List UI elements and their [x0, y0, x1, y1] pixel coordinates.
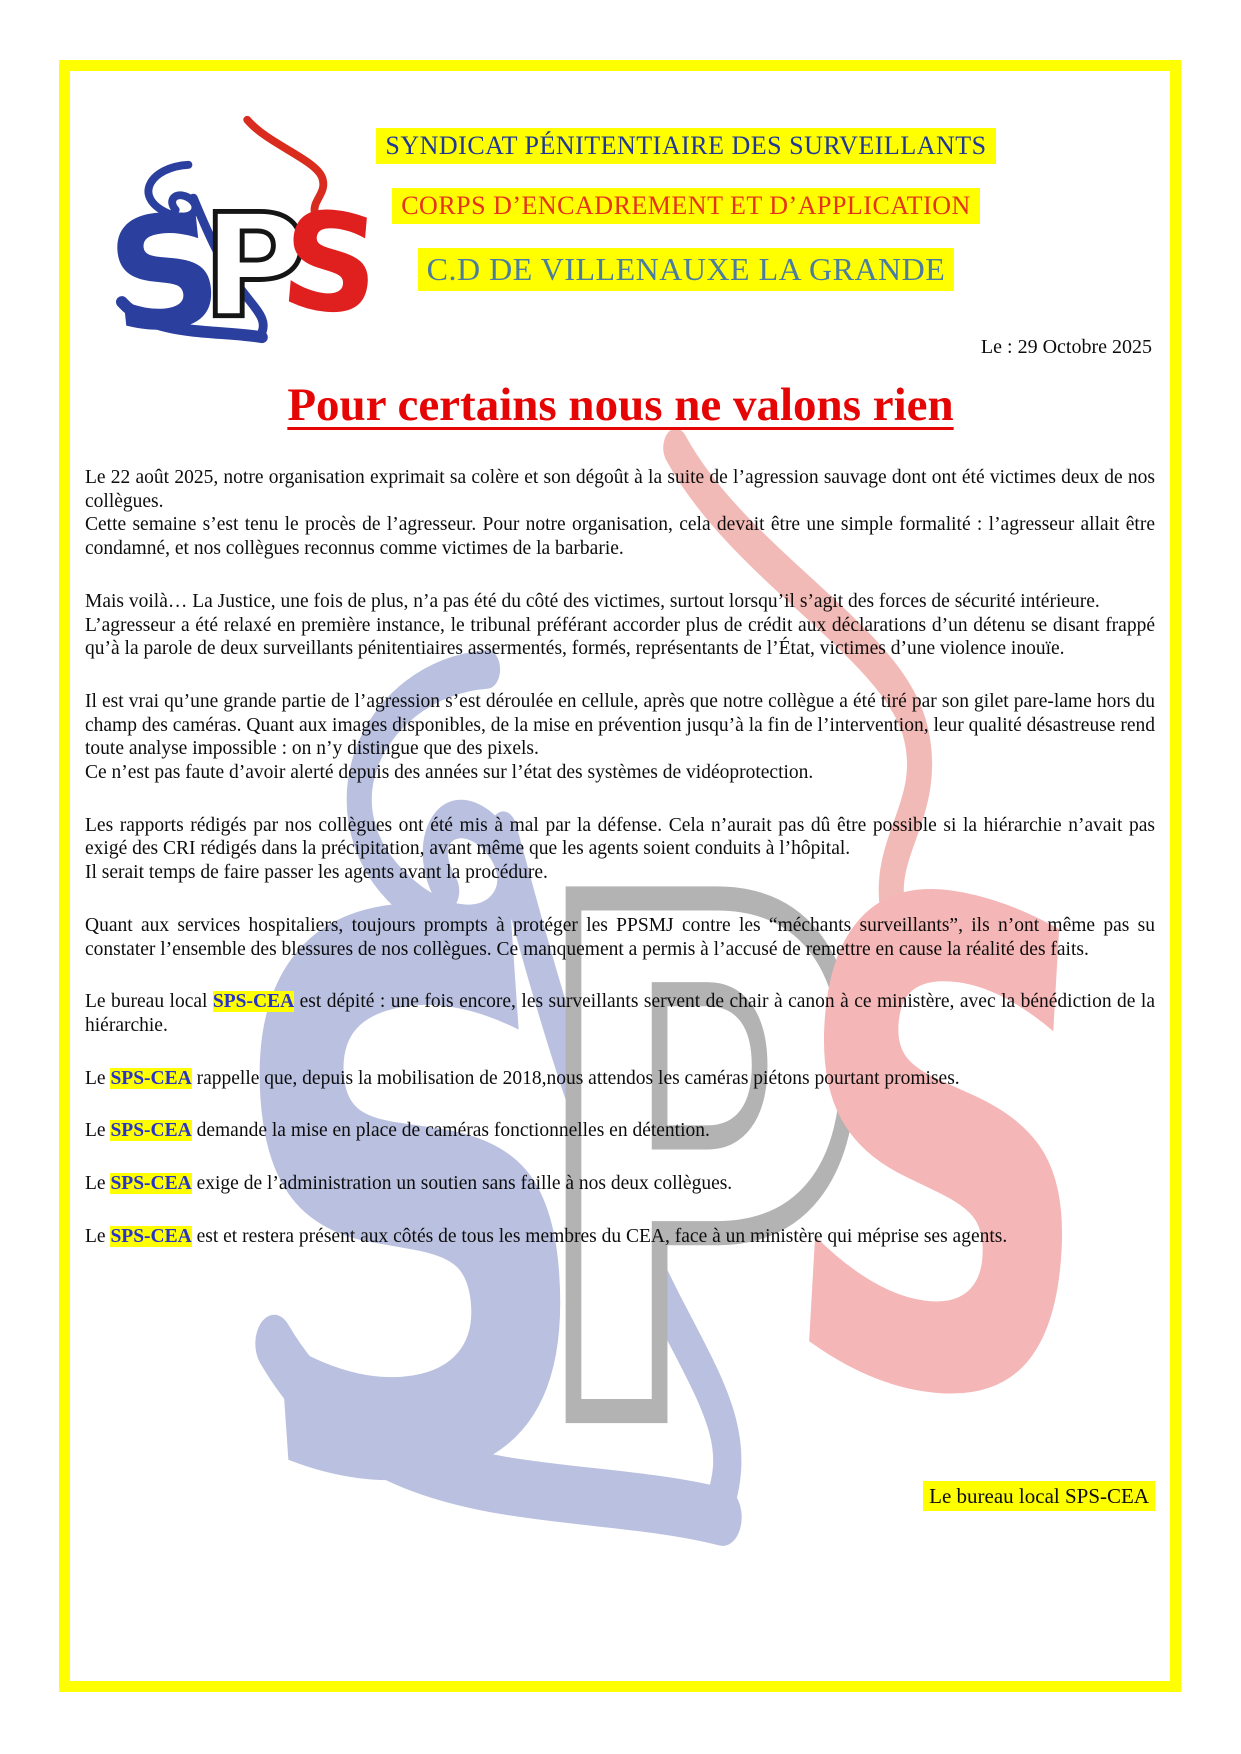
paragraph-text: Le [85, 1067, 111, 1089]
page-title: Pour certains nous ne valons rien [287, 379, 954, 431]
footer-signature-text: Le bureau local SPS-CEA [923, 1481, 1155, 1511]
paragraph [85, 861, 1155, 885]
paragraph-text: Quant aux services hospitaliers, toujours prompts à protéger les PPSMJ contre les “méchants surveillants”, ils n’ont même pas su constater l’ensemble des blessures de nos collègues. Ce manquement a permis à l’accusé de remettre en cause la réalité des faits. [85, 914, 1155, 960]
sps-logo [92, 108, 377, 348]
paragraph [85, 690, 1155, 761]
paragraph [85, 1067, 1155, 1091]
sps-cea-highlight: SPS-CEA [110, 1173, 192, 1195]
paragraph [85, 990, 1155, 1037]
paragraph [85, 914, 1155, 961]
sps-cea-highlight: SPS-CEA [110, 1067, 192, 1089]
footer-signature [923, 1484, 1155, 1509]
paragraph-text: Le 22 août 2025, notre organisation exprimait sa colère et son dégoût à la suite de l’agression sauvage dont ont été victimes deux de nos collègues. [85, 467, 1155, 512]
paragraph [85, 1119, 1155, 1143]
paragraph-text: demande la mise en place de caméras fonctionnelles en détention. [191, 1120, 710, 1142]
paragraph-text: est et restera présent aux côtés de tous les membres du CEA, face à un ministère qui méprise ses agents. [191, 1225, 1008, 1247]
org-line-syndicat: SYNDICAT PÉNITENTIAIRE DES SURVEILLANTS [376, 128, 995, 164]
org-header [352, 128, 1020, 291]
paragraph [85, 814, 1155, 861]
sps-cea-highlight: SPS-CEA [212, 991, 295, 1013]
paragraph [85, 513, 1155, 560]
paragraph-text: Les rapports rédigés par nos collègues ont été mis à mal par la défense. Cela n’aurait pas dû être possible si la hiérarchie n’avait pas exigé des CRI rédigés dans la précipitation, avant même que les agents soient conduits à l’hôpital. [85, 814, 1155, 860]
paragraph [85, 614, 1155, 661]
date-line: Le : 29 Octobre 2025 [980, 336, 1152, 358]
body-text [85, 466, 1155, 1248]
paragraph-text: Le bureau local [85, 991, 213, 1013]
paragraph [85, 1172, 1155, 1196]
sps-cea-highlight: SPS-CEA [110, 1120, 192, 1142]
paragraph-text: Le [85, 1225, 111, 1247]
paragraph [85, 466, 1155, 513]
paragraph [85, 1225, 1155, 1249]
sps-cea-highlight: SPS-CEA [110, 1225, 192, 1247]
paragraph-text: L’agresseur a été relaxé en première instance, le tribunal préférant accorder plus de crédit aux déclarations d’un détenu se disant frappé qu’à la parole de deux surveillants pénitentiaires assermentés, formés, représentants de l’État, victimes d’une violence inouïe. [85, 614, 1155, 660]
paragraph-text: est dépité : une fois encore, les surveillants servent de chair à canon à ce ministère, avec la bénédiction de la hiérarchie. [85, 991, 1155, 1036]
paragraph-text: Le [85, 1120, 111, 1142]
paragraph-text: Il serait temps de faire passer les agents avant la procédure. [85, 862, 548, 884]
paragraph-text: Il est vrai qu’une grande partie de l’agression s’est déroulée en cellule, après que notre collègue a été tiré par son gilet pare-lame hors du champ des caméras. Quant aux images disponibles, de la mise en prévention jusqu’à la fin de l’intervention, leur qualité désastreuse rend toute analyse impossible : on n’y distingue que des pixels. [85, 690, 1155, 760]
paragraph-text: Mais voilà… La Justice, une fois de plus, n’a pas été du côté des victimes, surtout lorsqu’il s’agit des forces de sécurité intérieure. [85, 590, 1100, 612]
org-line-corps: CORPS D’ENCADREMENT ET D’APPLICATION [392, 188, 980, 224]
paragraph-text: exige de l’administration un soutien sans faille à nos deux collègues. [191, 1173, 733, 1195]
paragraph [85, 761, 1155, 785]
org-line-etablissement: C.D DE VILLENAUXE LA GRANDE [418, 248, 955, 291]
paragraph [85, 590, 1155, 614]
paragraph-text: Le [85, 1173, 111, 1195]
paragraph-text: rappelle que, depuis la mobilisation de 2018,nous attendos les caméras piétons pourtant promises. [191, 1067, 960, 1089]
paragraph-text: Cette semaine s’est tenu le procès de l’agresseur. Pour notre organisation, cela devait être une simple formalité : l’agresseur allait être condamné, et nos collègues reconnus comme victimes de la barbarie. [85, 514, 1155, 560]
paragraph-text: Ce n’est pas faute d’avoir alerté depuis des années sur l’état des systèmes de vidéoprotection. [85, 762, 814, 784]
